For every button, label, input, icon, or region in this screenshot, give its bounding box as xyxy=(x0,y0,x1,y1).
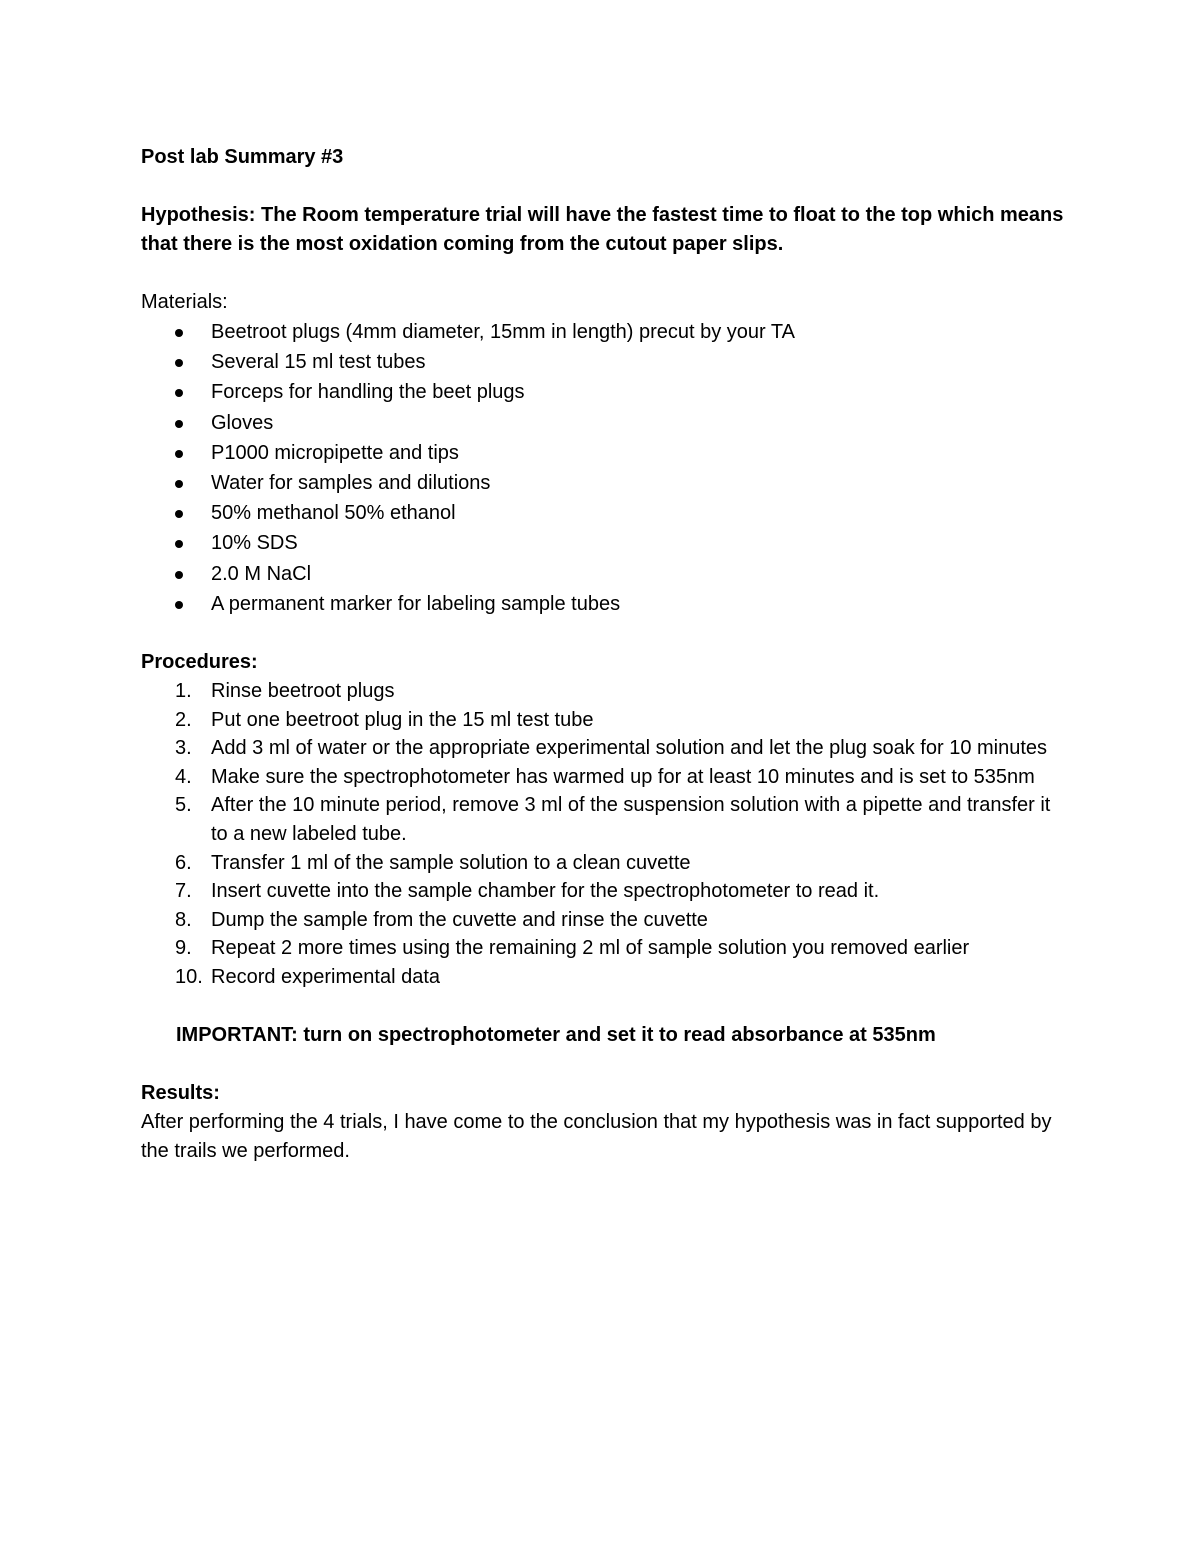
step-number: 10. xyxy=(175,965,203,988)
spacer xyxy=(141,992,1071,1021)
step-text: After the 10 minute period, remove 3 ml of the suspension solution with a pipette and transfer it to a new labeled tube. xyxy=(211,794,1051,845)
spacer xyxy=(141,619,1071,648)
step-text: Rinse beetroot plugs xyxy=(211,680,395,703)
hypothesis-label: Hypothesis: xyxy=(141,204,256,226)
results-text: After performing the 4 trials, I have come to the conclusion that my hypothesis was in fact supported by the trails we performed. xyxy=(141,1110,1052,1162)
step-number: 7. xyxy=(175,880,192,903)
bullet-icon xyxy=(175,571,183,579)
list-item xyxy=(141,559,1071,589)
list-item xyxy=(141,347,1071,377)
list-item xyxy=(141,763,1071,792)
step-text: Dump the sample from the cuvette and rinse the cuvette xyxy=(211,908,708,931)
list-item xyxy=(141,906,1071,935)
list-item xyxy=(141,438,1071,468)
step-number: 3. xyxy=(175,737,192,760)
list-item xyxy=(141,706,1071,735)
list-item xyxy=(141,791,1071,848)
material-text: P1000 micropipette and tips xyxy=(211,441,459,464)
material-text: 50% methanol 50% ethanol xyxy=(211,502,456,525)
list-item xyxy=(141,589,1071,619)
material-text: 2.0 M NaCl xyxy=(211,562,312,585)
step-number: 8. xyxy=(175,908,192,931)
important-note: IMPORTANT: turn on spectrophotometer and set it to read absorbance at 535nm xyxy=(176,1023,936,1046)
list-item xyxy=(141,408,1071,438)
hypothesis-text: The Room temperature trial will have the fastest time to float to the top which means that there is the most oxidation coming from the cutout paper slips. xyxy=(141,204,1064,255)
spacer xyxy=(141,259,1071,288)
material-text: Gloves xyxy=(211,411,274,434)
bullet-icon xyxy=(175,601,183,609)
step-number: 6. xyxy=(175,851,192,874)
step-number: 1. xyxy=(175,680,192,703)
step-text: Add 3 ml of water or the appropriate experimental solution and let the plug soak for 10 minutes xyxy=(211,737,1048,760)
step-text: Insert cuvette into the sample chamber for the spectrophotometer to read it. xyxy=(211,880,880,903)
document-title: Post lab Summary #3 xyxy=(141,146,344,168)
list-item xyxy=(141,468,1071,498)
bullet-icon xyxy=(175,480,183,488)
material-text: Water for samples and dilutions xyxy=(211,472,491,495)
list-item xyxy=(141,934,1071,963)
bullet-icon xyxy=(175,420,183,428)
bullet-icon xyxy=(175,389,183,397)
list-item xyxy=(141,317,1071,347)
materials-list xyxy=(141,317,1071,619)
procedures-heading: Procedures: xyxy=(141,651,258,674)
list-item xyxy=(141,528,1071,558)
step-text: Transfer 1 ml of the sample solution to a clean cuvette xyxy=(211,851,691,874)
step-text: Put one beetroot plug in the 15 ml test tube xyxy=(211,708,594,731)
step-text: Repeat 2 more times using the remaining 2 ml of sample solution you removed earlier xyxy=(211,937,970,960)
step-text: Record experimental data xyxy=(211,965,441,988)
list-item xyxy=(141,677,1071,706)
step-text: Make sure the spectrophotometer has warmed up for at least 10 minutes and is set to 535nm xyxy=(211,765,1035,788)
list-item xyxy=(141,498,1071,528)
step-number: 5. xyxy=(175,794,192,817)
material-text: 10% SDS xyxy=(211,532,298,555)
list-item xyxy=(141,734,1071,763)
bullet-icon xyxy=(175,540,183,548)
material-text: Beetroot plugs (4mm diameter, 15mm in length) precut by your TA xyxy=(211,321,795,343)
step-number: 9. xyxy=(175,937,192,960)
step-number: 4. xyxy=(175,765,192,788)
materials-heading: Materials: xyxy=(141,291,228,313)
material-text: A permanent marker for labeling sample tubes xyxy=(211,592,621,615)
list-item xyxy=(141,963,1071,992)
bullet-icon xyxy=(175,450,183,458)
spacer xyxy=(141,1050,1071,1079)
step-number: 2. xyxy=(175,708,192,731)
results-heading: Results: xyxy=(141,1081,220,1104)
procedures-list xyxy=(141,677,1071,992)
list-item xyxy=(141,877,1071,906)
list-item xyxy=(141,377,1071,407)
list-item xyxy=(141,849,1071,878)
hypothesis-paragraph xyxy=(141,201,1071,259)
material-text: Forceps for handling the beet plugs xyxy=(211,381,525,404)
material-text: Several 15 ml test tubes xyxy=(211,351,426,374)
document-body xyxy=(141,143,1071,1166)
spacer xyxy=(141,172,1071,201)
bullet-icon xyxy=(175,359,183,367)
bullet-icon xyxy=(175,510,183,518)
bullet-icon xyxy=(175,329,183,337)
